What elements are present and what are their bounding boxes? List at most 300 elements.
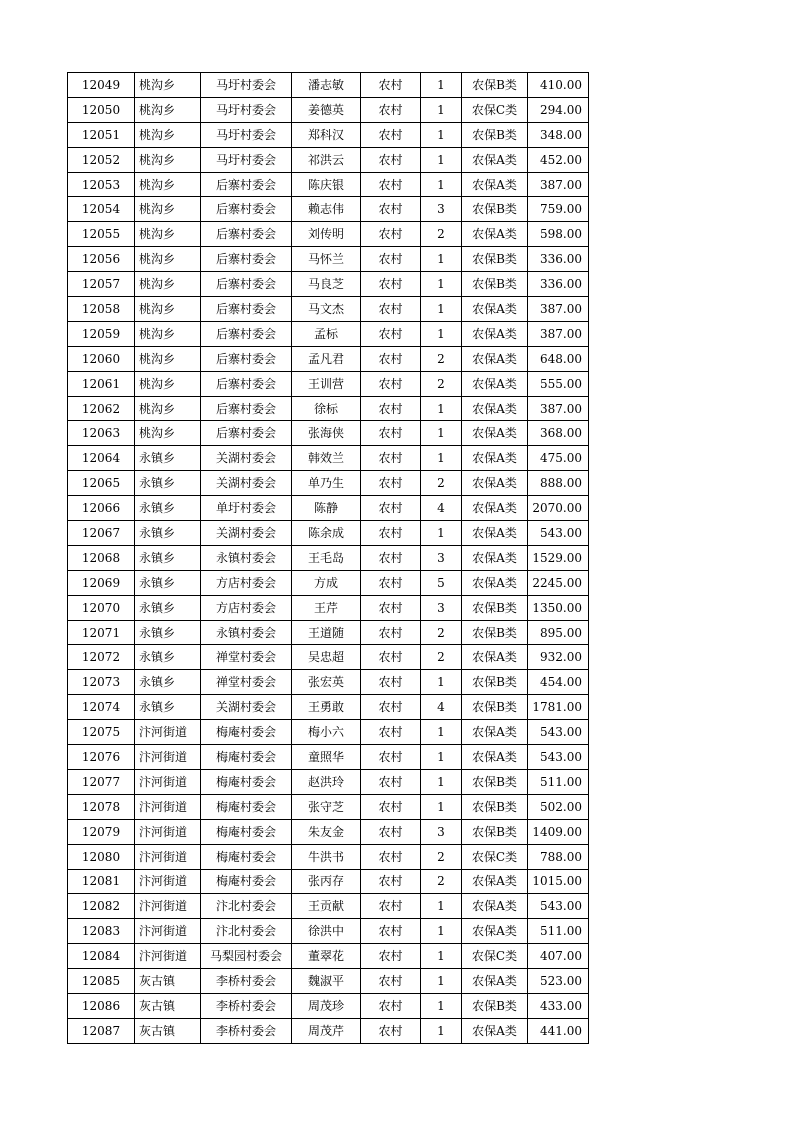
person-name-cell: 赵洪玲: [292, 769, 361, 794]
record-id-cell: 12070: [68, 595, 135, 620]
person-name-cell: 吴忠超: [292, 645, 361, 670]
amount-cell: 555.00: [528, 371, 589, 396]
township-cell: 灰古镇: [135, 993, 201, 1018]
person-name-cell: 孟凡君: [292, 346, 361, 371]
amount-cell: 294.00: [528, 97, 589, 122]
table-row: [68, 944, 589, 969]
person-name-cell: 郑科汉: [292, 122, 361, 147]
person-name-cell: 陈余成: [292, 521, 361, 546]
amount-cell: 387.00: [528, 321, 589, 346]
township-cell: 永镇乡: [135, 471, 201, 496]
insurance-class-cell: 农保B类: [462, 620, 528, 645]
amount-cell: 2070.00: [528, 496, 589, 521]
table-row: [68, 396, 589, 421]
member-count-cell: 1: [421, 944, 462, 969]
amount-cell: 759.00: [528, 197, 589, 222]
record-id-cell: 12065: [68, 471, 135, 496]
amount-cell: 523.00: [528, 969, 589, 994]
insurance-class-cell: 农保B类: [462, 695, 528, 720]
record-id-cell: 12082: [68, 894, 135, 919]
township-cell: 桃沟乡: [135, 346, 201, 371]
insurance-class-cell: 农保A类: [462, 396, 528, 421]
member-count-cell: 2: [421, 371, 462, 396]
table-row: [68, 321, 589, 346]
person-name-cell: 王贡献: [292, 894, 361, 919]
insurance-class-cell: 农保A类: [462, 545, 528, 570]
record-id-cell: 12051: [68, 122, 135, 147]
member-count-cell: 1: [421, 993, 462, 1018]
table-row: [68, 1018, 589, 1043]
household-type-cell: 农村: [361, 421, 421, 446]
township-cell: 桃沟乡: [135, 73, 201, 98]
person-name-cell: 陈庆银: [292, 172, 361, 197]
person-name-cell: 韩效兰: [292, 446, 361, 471]
insurance-class-cell: 农保A类: [462, 869, 528, 894]
record-id-cell: 12079: [68, 819, 135, 844]
insurance-class-cell: 农保A类: [462, 1018, 528, 1043]
member-count-cell: 1: [421, 122, 462, 147]
household-type-cell: 农村: [361, 545, 421, 570]
township-cell: 桃沟乡: [135, 147, 201, 172]
township-cell: 桃沟乡: [135, 172, 201, 197]
record-id-cell: 12060: [68, 346, 135, 371]
insurance-class-cell: 农保A类: [462, 645, 528, 670]
amount-cell: 2245.00: [528, 570, 589, 595]
amount-cell: 433.00: [528, 993, 589, 1018]
amount-cell: 543.00: [528, 894, 589, 919]
record-id-cell: 12071: [68, 620, 135, 645]
member-count-cell: 1: [421, 446, 462, 471]
township-cell: 永镇乡: [135, 496, 201, 521]
member-count-cell: 3: [421, 595, 462, 620]
person-name-cell: 魏淑平: [292, 969, 361, 994]
person-name-cell: 王训营: [292, 371, 361, 396]
data-table: [67, 72, 589, 1044]
insurance-class-cell: 农保B类: [462, 769, 528, 794]
table-row: [68, 371, 589, 396]
table-row: [68, 172, 589, 197]
person-name-cell: 徐标: [292, 396, 361, 421]
person-name-cell: 董翠花: [292, 944, 361, 969]
record-id-cell: 12050: [68, 97, 135, 122]
village-committee-cell: 马圩村委会: [201, 122, 292, 147]
record-id-cell: 12049: [68, 73, 135, 98]
person-name-cell: 张海侠: [292, 421, 361, 446]
table-row: [68, 869, 589, 894]
township-cell: 桃沟乡: [135, 247, 201, 272]
insurance-class-cell: 农保B类: [462, 197, 528, 222]
township-cell: 汴河街道: [135, 944, 201, 969]
township-cell: 汴河街道: [135, 745, 201, 770]
person-name-cell: 王毛岛: [292, 545, 361, 570]
village-committee-cell: 关湖村委会: [201, 471, 292, 496]
person-name-cell: 童照华: [292, 745, 361, 770]
amount-cell: 452.00: [528, 147, 589, 172]
household-type-cell: 农村: [361, 769, 421, 794]
member-count-cell: 3: [421, 819, 462, 844]
person-name-cell: 姜德英: [292, 97, 361, 122]
township-cell: 永镇乡: [135, 645, 201, 670]
township-cell: 汴河街道: [135, 720, 201, 745]
insurance-class-cell: 农保A类: [462, 570, 528, 595]
table-row: [68, 421, 589, 446]
village-committee-cell: 关湖村委会: [201, 521, 292, 546]
amount-cell: 543.00: [528, 720, 589, 745]
household-type-cell: 农村: [361, 297, 421, 322]
amount-cell: 932.00: [528, 645, 589, 670]
village-committee-cell: 单圩村委会: [201, 496, 292, 521]
table-row: [68, 122, 589, 147]
amount-cell: 336.00: [528, 272, 589, 297]
record-id-cell: 12076: [68, 745, 135, 770]
member-count-cell: 2: [421, 222, 462, 247]
person-name-cell: 刘传明: [292, 222, 361, 247]
person-name-cell: 马文杰: [292, 297, 361, 322]
township-cell: 永镇乡: [135, 595, 201, 620]
amount-cell: 407.00: [528, 944, 589, 969]
township-cell: 桃沟乡: [135, 321, 201, 346]
village-committee-cell: 后寨村委会: [201, 297, 292, 322]
amount-cell: 348.00: [528, 122, 589, 147]
household-type-cell: 农村: [361, 944, 421, 969]
household-type-cell: 农村: [361, 869, 421, 894]
township-cell: 汴河街道: [135, 894, 201, 919]
amount-cell: 511.00: [528, 919, 589, 944]
village-committee-cell: 梅庵村委会: [201, 745, 292, 770]
village-committee-cell: 关湖村委会: [201, 446, 292, 471]
township-cell: 永镇乡: [135, 670, 201, 695]
township-cell: 桃沟乡: [135, 272, 201, 297]
amount-cell: 1350.00: [528, 595, 589, 620]
table-row: [68, 570, 589, 595]
village-committee-cell: 永镇村委会: [201, 620, 292, 645]
person-name-cell: 方成: [292, 570, 361, 595]
member-count-cell: 1: [421, 421, 462, 446]
insurance-class-cell: 农保B类: [462, 595, 528, 620]
insurance-class-cell: 农保A类: [462, 745, 528, 770]
record-id-cell: 12072: [68, 645, 135, 670]
table-row: [68, 720, 589, 745]
household-type-cell: 农村: [361, 1018, 421, 1043]
record-id-cell: 12053: [68, 172, 135, 197]
township-cell: 桃沟乡: [135, 421, 201, 446]
amount-cell: 1529.00: [528, 545, 589, 570]
member-count-cell: 4: [421, 496, 462, 521]
person-name-cell: 马怀兰: [292, 247, 361, 272]
record-id-cell: 12059: [68, 321, 135, 346]
insurance-class-cell: 农保A类: [462, 421, 528, 446]
record-id-cell: 12056: [68, 247, 135, 272]
member-count-cell: 1: [421, 272, 462, 297]
record-id-cell: 12052: [68, 147, 135, 172]
household-type-cell: 农村: [361, 570, 421, 595]
table-row: [68, 346, 589, 371]
member-count-cell: 4: [421, 695, 462, 720]
insurance-class-cell: 农保A类: [462, 521, 528, 546]
person-name-cell: 徐洪中: [292, 919, 361, 944]
member-count-cell: 1: [421, 969, 462, 994]
table-row: [68, 272, 589, 297]
record-id-cell: 12086: [68, 993, 135, 1018]
amount-cell: 368.00: [528, 421, 589, 446]
record-id-cell: 12073: [68, 670, 135, 695]
member-count-cell: 1: [421, 147, 462, 172]
person-name-cell: 祁洪云: [292, 147, 361, 172]
insurance-class-cell: 农保A类: [462, 371, 528, 396]
village-committee-cell: 后寨村委会: [201, 346, 292, 371]
township-cell: 桃沟乡: [135, 222, 201, 247]
record-id-cell: 12068: [68, 545, 135, 570]
table-row: [68, 545, 589, 570]
person-name-cell: 单乃生: [292, 471, 361, 496]
table-row: [68, 769, 589, 794]
village-committee-cell: 后寨村委会: [201, 396, 292, 421]
village-committee-cell: 李桥村委会: [201, 1018, 292, 1043]
record-id-cell: 12075: [68, 720, 135, 745]
township-cell: 汴河街道: [135, 919, 201, 944]
table-row: [68, 197, 589, 222]
table-row: [68, 894, 589, 919]
table-row: [68, 794, 589, 819]
township-cell: 永镇乡: [135, 695, 201, 720]
insurance-class-cell: 农保A类: [462, 346, 528, 371]
village-committee-cell: 禅堂村委会: [201, 670, 292, 695]
record-id-cell: 12063: [68, 421, 135, 446]
amount-cell: 598.00: [528, 222, 589, 247]
insurance-class-cell: 农保A类: [462, 496, 528, 521]
record-id-cell: 12054: [68, 197, 135, 222]
village-committee-cell: 关湖村委会: [201, 695, 292, 720]
insurance-class-cell: 农保B类: [462, 247, 528, 272]
table-row: [68, 993, 589, 1018]
amount-cell: 648.00: [528, 346, 589, 371]
amount-cell: 441.00: [528, 1018, 589, 1043]
household-type-cell: 农村: [361, 919, 421, 944]
member-count-cell: 1: [421, 794, 462, 819]
amount-cell: 543.00: [528, 745, 589, 770]
table-row: [68, 745, 589, 770]
insurance-class-cell: 农保B类: [462, 73, 528, 98]
household-type-cell: 农村: [361, 645, 421, 670]
table-row: [68, 247, 589, 272]
village-committee-cell: 方店村委会: [201, 595, 292, 620]
person-name-cell: 赖志伟: [292, 197, 361, 222]
village-committee-cell: 后寨村委会: [201, 247, 292, 272]
member-count-cell: 1: [421, 720, 462, 745]
amount-cell: 475.00: [528, 446, 589, 471]
table-row: [68, 471, 589, 496]
person-name-cell: 周茂芹: [292, 1018, 361, 1043]
village-committee-cell: 后寨村委会: [201, 371, 292, 396]
insurance-class-cell: 农保A类: [462, 969, 528, 994]
table-row: [68, 620, 589, 645]
record-id-cell: 12074: [68, 695, 135, 720]
person-name-cell: 张丙存: [292, 869, 361, 894]
table-body: [68, 73, 589, 1044]
village-committee-cell: 梅庵村委会: [201, 844, 292, 869]
member-count-cell: 5: [421, 570, 462, 595]
township-cell: 汴河街道: [135, 794, 201, 819]
insurance-class-cell: 农保C类: [462, 944, 528, 969]
person-name-cell: 王勇敢: [292, 695, 361, 720]
township-cell: 桃沟乡: [135, 197, 201, 222]
household-type-cell: 农村: [361, 272, 421, 297]
household-type-cell: 农村: [361, 471, 421, 496]
insurance-class-cell: 农保B类: [462, 122, 528, 147]
village-committee-cell: 方店村委会: [201, 570, 292, 595]
insurance-class-cell: 农保A类: [462, 222, 528, 247]
person-name-cell: 张宏英: [292, 670, 361, 695]
household-type-cell: 农村: [361, 147, 421, 172]
township-cell: 桃沟乡: [135, 396, 201, 421]
person-name-cell: 周茂珍: [292, 993, 361, 1018]
household-type-cell: 农村: [361, 371, 421, 396]
amount-cell: 336.00: [528, 247, 589, 272]
village-committee-cell: 永镇村委会: [201, 545, 292, 570]
household-type-cell: 农村: [361, 993, 421, 1018]
household-type-cell: 农村: [361, 396, 421, 421]
table-row: [68, 521, 589, 546]
household-type-cell: 农村: [361, 819, 421, 844]
township-cell: 永镇乡: [135, 521, 201, 546]
village-committee-cell: 李桥村委会: [201, 993, 292, 1018]
household-type-cell: 农村: [361, 197, 421, 222]
village-committee-cell: 梅庵村委会: [201, 819, 292, 844]
record-id-cell: 12077: [68, 769, 135, 794]
household-type-cell: 农村: [361, 745, 421, 770]
member-count-cell: 1: [421, 769, 462, 794]
village-committee-cell: 后寨村委会: [201, 272, 292, 297]
member-count-cell: 3: [421, 197, 462, 222]
table-row: [68, 147, 589, 172]
township-cell: 汴河街道: [135, 869, 201, 894]
township-cell: 汴河街道: [135, 769, 201, 794]
household-type-cell: 农村: [361, 321, 421, 346]
household-type-cell: 农村: [361, 844, 421, 869]
township-cell: 桃沟乡: [135, 97, 201, 122]
household-type-cell: 农村: [361, 969, 421, 994]
person-name-cell: 张守芝: [292, 794, 361, 819]
record-id-cell: 12066: [68, 496, 135, 521]
household-type-cell: 农村: [361, 222, 421, 247]
amount-cell: 387.00: [528, 297, 589, 322]
village-committee-cell: 马圩村委会: [201, 73, 292, 98]
township-cell: 永镇乡: [135, 620, 201, 645]
member-count-cell: 1: [421, 172, 462, 197]
member-count-cell: 2: [421, 869, 462, 894]
insurance-class-cell: 农保C类: [462, 844, 528, 869]
table-row: [68, 645, 589, 670]
person-name-cell: 牛洪书: [292, 844, 361, 869]
household-type-cell: 农村: [361, 122, 421, 147]
insurance-class-cell: 农保B类: [462, 670, 528, 695]
township-cell: 永镇乡: [135, 446, 201, 471]
household-type-cell: 农村: [361, 894, 421, 919]
insurance-class-cell: 农保A类: [462, 297, 528, 322]
member-count-cell: 1: [421, 894, 462, 919]
record-id-cell: 12080: [68, 844, 135, 869]
village-committee-cell: 汴北村委会: [201, 894, 292, 919]
table-row: [68, 919, 589, 944]
village-committee-cell: 马圩村委会: [201, 147, 292, 172]
township-cell: 汴河街道: [135, 819, 201, 844]
household-type-cell: 农村: [361, 172, 421, 197]
member-count-cell: 2: [421, 346, 462, 371]
record-id-cell: 12078: [68, 794, 135, 819]
member-count-cell: 2: [421, 620, 462, 645]
member-count-cell: 3: [421, 545, 462, 570]
village-committee-cell: 禅堂村委会: [201, 645, 292, 670]
member-count-cell: 1: [421, 247, 462, 272]
amount-cell: 888.00: [528, 471, 589, 496]
record-id-cell: 12085: [68, 969, 135, 994]
table-row: [68, 969, 589, 994]
insurance-class-cell: 农保A类: [462, 919, 528, 944]
member-count-cell: 1: [421, 321, 462, 346]
township-cell: 桃沟乡: [135, 122, 201, 147]
insurance-class-cell: 农保A类: [462, 446, 528, 471]
table-row: [68, 595, 589, 620]
person-name-cell: 潘志敏: [292, 73, 361, 98]
member-count-cell: 2: [421, 844, 462, 869]
table-row: [68, 844, 589, 869]
amount-cell: 1015.00: [528, 869, 589, 894]
table-row: [68, 222, 589, 247]
household-type-cell: 农村: [361, 446, 421, 471]
township-cell: 永镇乡: [135, 570, 201, 595]
record-id-cell: 12087: [68, 1018, 135, 1043]
record-id-cell: 12081: [68, 869, 135, 894]
member-count-cell: 1: [421, 1018, 462, 1043]
member-count-cell: 1: [421, 297, 462, 322]
person-name-cell: 朱友金: [292, 819, 361, 844]
person-name-cell: 王芹: [292, 595, 361, 620]
insurance-class-cell: 农保A类: [462, 321, 528, 346]
table-row: [68, 73, 589, 98]
village-committee-cell: 李桥村委会: [201, 969, 292, 994]
amount-cell: 511.00: [528, 769, 589, 794]
household-type-cell: 农村: [361, 496, 421, 521]
amount-cell: 387.00: [528, 172, 589, 197]
household-type-cell: 农村: [361, 346, 421, 371]
record-id-cell: 12058: [68, 297, 135, 322]
insurance-class-cell: 农保A类: [462, 894, 528, 919]
table-row: [68, 695, 589, 720]
amount-cell: 1781.00: [528, 695, 589, 720]
table-row: [68, 496, 589, 521]
township-cell: 永镇乡: [135, 545, 201, 570]
insurance-class-cell: 农保B类: [462, 272, 528, 297]
village-committee-cell: 梅庵村委会: [201, 769, 292, 794]
table-row: [68, 446, 589, 471]
amount-cell: 454.00: [528, 670, 589, 695]
record-id-cell: 12084: [68, 944, 135, 969]
person-name-cell: 王道随: [292, 620, 361, 645]
household-type-cell: 农村: [361, 720, 421, 745]
record-id-cell: 12083: [68, 919, 135, 944]
household-type-cell: 农村: [361, 595, 421, 620]
village-committee-cell: 梅庵村委会: [201, 794, 292, 819]
record-id-cell: 12067: [68, 521, 135, 546]
table-row: [68, 297, 589, 322]
member-count-cell: 1: [421, 73, 462, 98]
member-count-cell: 1: [421, 745, 462, 770]
record-id-cell: 12055: [68, 222, 135, 247]
household-type-cell: 农村: [361, 521, 421, 546]
village-committee-cell: 梅庵村委会: [201, 720, 292, 745]
member-count-cell: 1: [421, 670, 462, 695]
table-row: [68, 670, 589, 695]
